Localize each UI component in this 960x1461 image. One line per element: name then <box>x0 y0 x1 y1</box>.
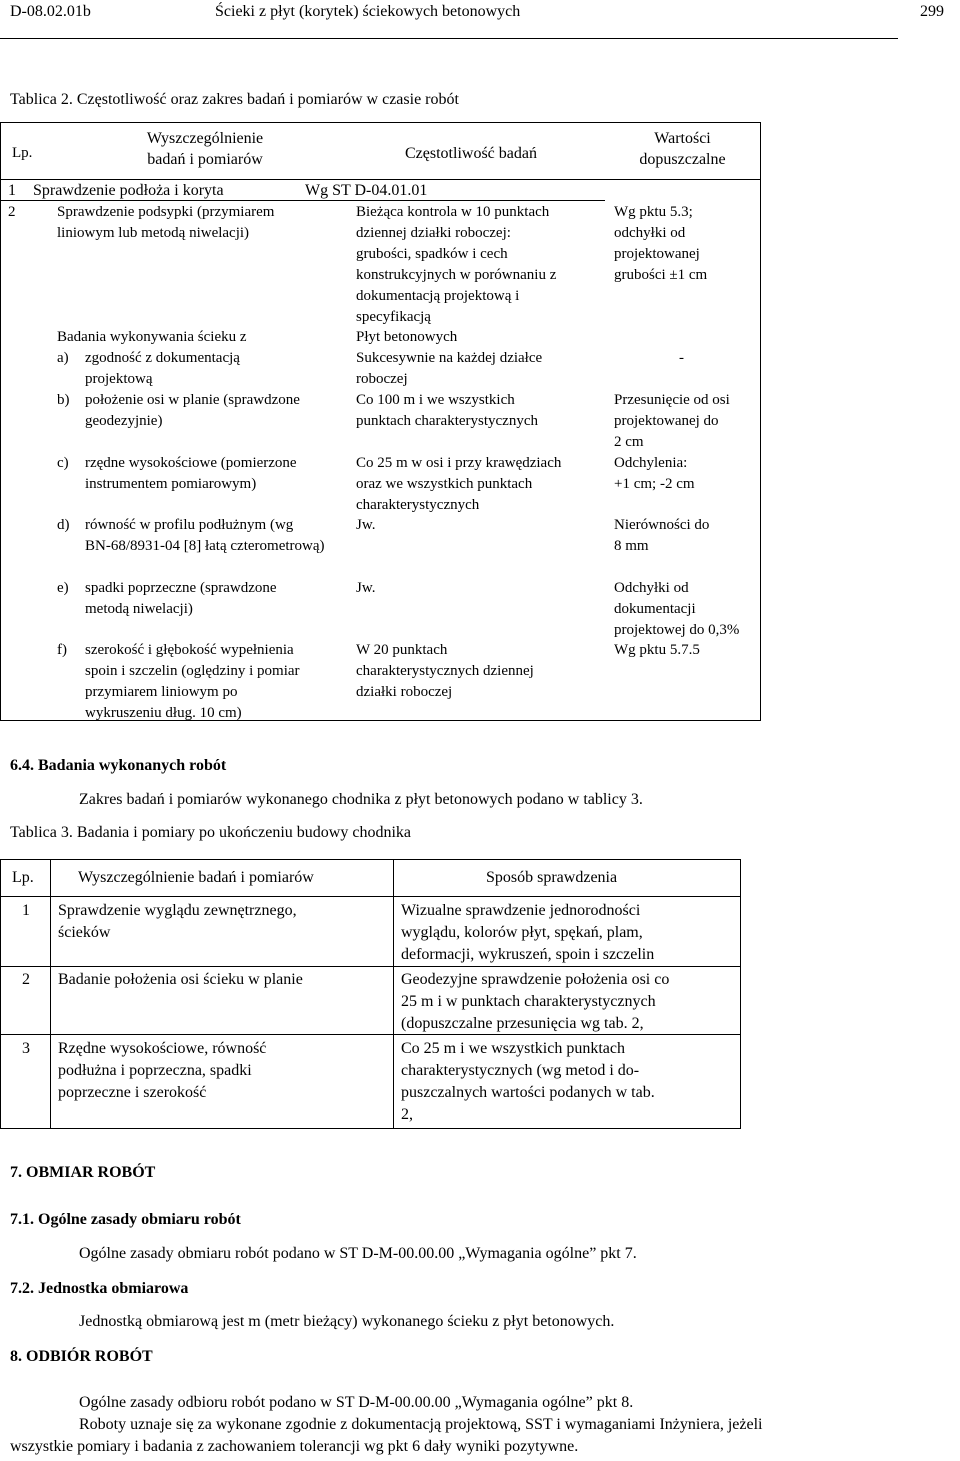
section-8-heading: 8. ODBIÓR ROBÓT <box>10 1348 153 1365</box>
section-8-text-line: Roboty uznaje się za wykonane zgodnie z dokumentacją projektową, SST i wymaganiami Inżyniera, jeżeli <box>79 1416 763 1433</box>
table2-cell-frequency: W 20 punktach charakterystycznych dziennej działki roboczej <box>356 642 534 700</box>
table2-header-lp: Lp. <box>12 145 33 161</box>
table3-header-lp: Lp. <box>12 869 34 886</box>
table2-cell-frequency: Sukcesywnie na każdej działce roboczej <box>356 350 543 387</box>
table2-item-line: geodezyjnie) <box>85 413 163 429</box>
table3-method-line: puszczalnych wartości podanych w tab. <box>401 1084 655 1101</box>
section-7-1-heading: 7.1. Ogólne zasady obmiaru robót <box>10 1211 241 1228</box>
table2-cell-frequency: Płyt betonowych <box>356 329 458 345</box>
section-8-text-line: wszystkie pomiary i badania z zachowaniem tolerancji wg pkt 6 dały wyniki pozytywne. <box>10 1438 579 1455</box>
table3-cell-item: Badanie położenia osi ścieku w planie <box>58 971 303 988</box>
table3-col-rule <box>50 859 51 1129</box>
table2-cell-item: Badania wykonywania ścieku z <box>57 329 247 345</box>
table2-item-line: BN-68/8931-04 [8] łatą czterometrową) <box>85 538 325 554</box>
table2-item-line: projektową <box>85 371 153 387</box>
table2-cell-values: Odchyłki od dokumentacji projektowej do 0,3% <box>614 580 740 638</box>
table3-cell-lp: 3 <box>22 1040 30 1057</box>
table2-item-line: zgodność z dokumentacją <box>85 350 240 366</box>
table3-header-rule <box>0 896 740 897</box>
table2-cell-values: Przesunięcie od osi projektowanej do 2 cm <box>614 392 730 450</box>
table2-cell-frequency: Jw. <box>356 517 376 533</box>
table3-border-right <box>740 859 741 1129</box>
table3-method-line: charakterystycznych (wg metod i do- <box>401 1062 640 1079</box>
section-6-4-heading: 6.4. Badania wykonanych robót <box>10 757 227 774</box>
table3-caption: Tablica 3. Badania i pomiary po ukończeniu budowy chodnika <box>10 824 411 841</box>
table3-method-line: Co 25 m i we wszystkich punktach <box>401 1040 625 1057</box>
table2-cell-values: Wg pktu 5.7.5 <box>614 642 700 658</box>
section-7-heading: 7. OBMIAR ROBÓT <box>10 1164 156 1181</box>
table2-cell-item: Sprawdzenie podsypki (przymiarem liniowym lub metodą niwelacji) <box>57 204 275 241</box>
header-rule <box>0 38 898 39</box>
table2-item-line: przymiarem liniowym po <box>85 684 238 700</box>
table2-item-line: wykruszeniu dług. 10 cm) <box>85 705 242 721</box>
table2-cell-values: Odchylenia: +1 cm; -2 cm <box>614 455 695 492</box>
table3-method-line: 2, <box>401 1106 413 1123</box>
table3-cell-method: Geodezyjne sprawdzenie położenia osi co 25 m i w punktach charakterystycznych (dopuszczalne przesunięcia wg tab. 2, <box>401 971 670 1032</box>
page-number: 299 <box>920 3 944 20</box>
table2-item-line: spoin i szczelin (oględziny i pomiar <box>85 663 300 679</box>
table2-header-frequency: Częstotliwość badań <box>405 145 537 162</box>
table3-cell-method: Wizualne sprawdzenie jednorodności wyglądu, kolorów płyt, spękań, plam, deformacji, wykruszeń, spoin i szczelin <box>401 902 655 963</box>
table2-item-line: położenie osi w planie (sprawdzone <box>85 392 300 408</box>
table3-header-item: Wyszczególnienie badań i pomiarów <box>78 869 314 886</box>
table2-item-marker: f) <box>57 642 67 658</box>
table3-cell-item: Rzędne wysokościowe, równość podłużna i poprzeczna, spadki poprzeczne i szerokość <box>58 1040 267 1101</box>
table3-border-top <box>0 859 740 860</box>
table2-item-line: szerokość i głębokość wypełnienia <box>85 642 294 658</box>
table2-item-line: spadki poprzeczne (sprawdzone <box>85 580 277 596</box>
table3-col-rule <box>393 859 394 1129</box>
table2-item-line: równość w profilu podłużnym (wg <box>85 517 294 533</box>
document-code: D-08.02.01b <box>10 3 91 20</box>
table2-border-top <box>0 122 760 123</box>
table2-cell-values: Wg pktu 5.3; odchyłki od projektowanej grubości ±1 cm <box>614 204 708 283</box>
table2-cell-lp: 1 <box>8 182 16 199</box>
table2-cell-values: Nierówności do 8 mm <box>614 517 710 554</box>
table2-item-marker: b) <box>57 392 70 408</box>
table2-border-right <box>760 122 761 721</box>
table2-border-left <box>0 122 1 721</box>
table2-cell-item: Sprawdzenie podłoża i koryta <box>33 182 224 199</box>
document-title: Ścieki z płyt (korytek) ściekowych betonowych <box>215 3 521 20</box>
table2-item-line: instrumentem pomiarowym) <box>85 476 257 492</box>
table3-header-method: Sposób sprawdzenia <box>486 869 618 886</box>
table2-cell-values: - <box>679 350 684 366</box>
table2-cell-frequency: Co 25 m w osi i przy krawędziach oraz we wszystkich punktach charakterystycznych <box>356 455 562 513</box>
section-7-2-heading: 7.2. Jednostka obmiarowa <box>10 1280 189 1297</box>
table3-cell-method <box>401 1038 726 1148</box>
section-6-4-text: Zakres badań i pomiarów wykonanego chodnika z płyt betonowych podano w tablicy 3. <box>79 791 643 808</box>
table2-caption: Tablica 2. Częstotliwość oraz zakres badań i pomiarów w czasie robót <box>10 91 459 108</box>
table2-header-values: Wartości dopuszczalne <box>639 130 726 168</box>
table2-item-marker: c) <box>57 455 69 471</box>
table2-item-line: rzędne wysokościowe (pomierzone <box>85 455 297 471</box>
table3-border-left <box>0 859 1 1129</box>
table2-item-marker: a) <box>57 350 69 366</box>
section-8-text: Ogólne zasady odbioru robót podano w ST D-M-00.00.00 „Wymagania ogólne” pkt 8. <box>79 1394 634 1411</box>
table2-item-marker: d) <box>57 517 70 533</box>
table2-cell-frequency: Co 100 m i we wszystkich punktach charakterystycznych <box>356 392 538 429</box>
section-7-1-text: Ogólne zasady obmiaru robót podano w ST D-M-00.00.00 „Wymagania ogólne” pkt 7. <box>79 1245 637 1262</box>
table3-row-rule <box>0 966 740 967</box>
section-7-2-text: Jednostką obmiarową jest m (metr bieżący) wykonanego ścieku z płyt betonowych. <box>79 1313 615 1330</box>
table2-cell-lp: 2 <box>8 204 16 220</box>
table2-cell-frequency: Jw. <box>356 580 376 596</box>
table3-cell-lp: 1 <box>22 902 30 919</box>
table2-item-marker: e) <box>57 580 69 596</box>
table2-header-item: Wyszczególnienie badań i pomiarów <box>146 130 264 168</box>
table2-item-line: metodą niwelacji) <box>85 601 193 617</box>
table2-cell-frequency: Bieżąca kontrola w 10 punktach dziennej działki roboczej: grubości, spadków i cech konstrukcyjnych w porównaniu z dokumentacją projektową i specyfikacją <box>356 204 557 325</box>
table2-cell-frequency: Wg ST D-04.01.01 <box>305 182 428 199</box>
table3-cell-item: Sprawdzenie wyglądu zewnętrznego, ścieków <box>58 902 297 941</box>
table3-cell-lp: 2 <box>22 971 30 988</box>
